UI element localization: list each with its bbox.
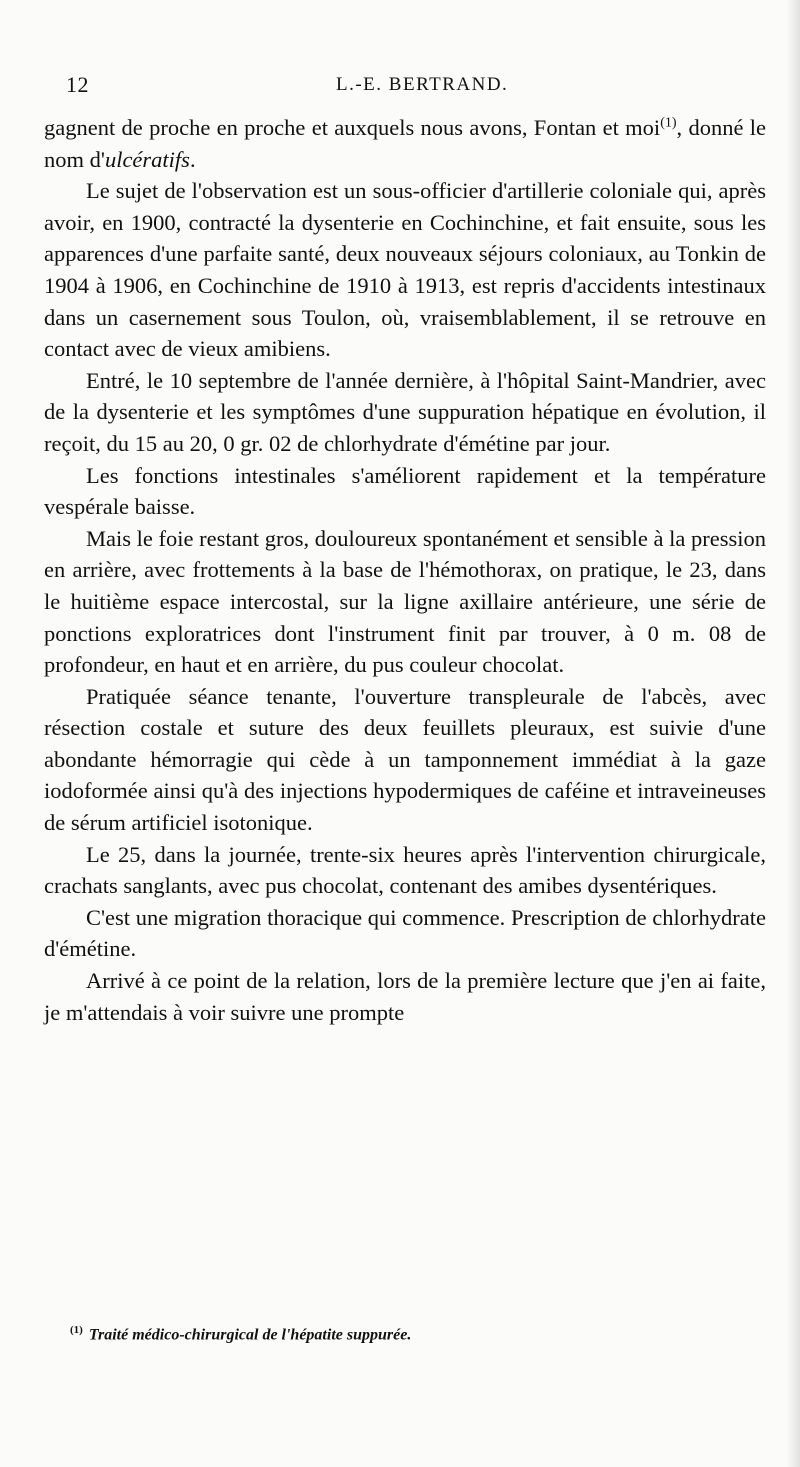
footnote [70,1319,760,1346]
paragraph-4: Les fonctions intestinales s'améliorent rapidement et la température vespérale baisse. [44,462,766,520]
body-text [44,112,766,1028]
paragraph-6: Pratiquée séance tenante, l'ouverture transpleurale de l'abcès, avec résection costale et suture des deux feuillets pleuraux, est suivie d'une abondante hémorragie qui cède à un tamponnement immédiat à la gaze iodoformée ainsi qu'à des injections hypodermiques de caféine et intraveineuses de sérum artificiel isotonique. [44,683,766,836]
paragraph-9: Arrivé à ce point de la relation, lors de la première lecture que j'en ai faite, je m'attendais à voir suivre une prompte [44,968,766,1025]
paragraph-2: Le sujet de l'observation est un sous-officier d'artillerie coloniale qui, après avoir, en 1900, contracté la dysenterie en Cochinchine, et fait ensuite, sous les apparences d'une parfaite santé, deux nouveaux séjours coloniaux, au Tonkin de 1904 à 1906, en Cochinchine de 1910 à 1913, est repris d'accidents intestinaux dans un casernement sous Toulon, où, vraisemblablement, il se retrouve en contact avec de vieux amibiens. [44,178,766,362]
footnote-reference: (1) [660,115,677,131]
paragraph-7: Le 25, dans la journée, trente-six heures après l'intervention chirurgicale, crachats sanglants, avec pus chocolat, contenant des amibes dysentériques. [44,841,766,899]
paragraph-1-middle: , donné le nom d' [44,115,766,172]
footnote-text: Traité médico-chirurgical de l'hépatite suppurée. [88,1326,412,1344]
paragraph-3: Entré, le 10 septembre de l'année dernière, à l'hôpital Saint-Mandrier, avec de la dysenterie et les symptômes d'une suppuration hépatique en évolution, il reçoit, du 15 au 20, 0 gr. 02 de chlorhydrate d'émétine par jour. [44,367,766,456]
running-head: L.-E. BERTRAND. [336,74,509,95]
paragraph-8: C'est une migration thoracique qui commence. Prescription de chlorhydrate d'émétine. [44,904,766,962]
paragraph-1-end: . [189,146,196,172]
paragraph-1-text: gagnent de proche en proche et auxquels nous avons, Fontan et moi [44,115,661,140]
paragraph-1 [44,112,766,175]
italic-term: ulcératifs [104,146,190,172]
page-number: 12 [66,72,89,97]
page-header [66,72,764,104]
footnote-marker: (1) [70,1324,83,1336]
paragraph-5: Mais le foie restant gros, douloureux spontanément et sensible à la pression en arrière, avec frottements à la base de l'hémothorax, on pratique, le 23, dans le huitième espace intercostal, sur la ligne axillaire antérieure, une série de ponctions exploratrices dont l'instrument finit par trouver, à 0 m. 08 de profondeur, en haut et en arrière, du pus couleur chocolat. [44,525,766,678]
